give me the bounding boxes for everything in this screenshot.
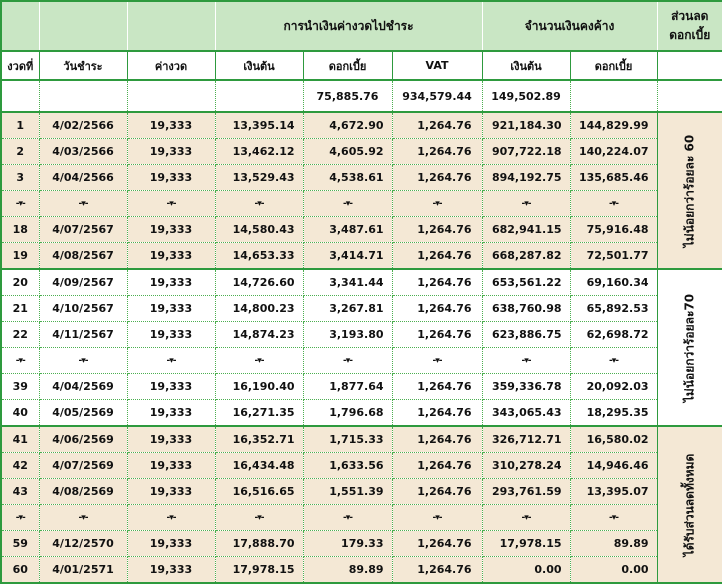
cell-date: 4/10/2567 bbox=[39, 296, 127, 322]
ellipsis-row bbox=[1, 191, 722, 217]
cell-balance-interest: 13,395.07 bbox=[570, 479, 657, 505]
discount-tier-label bbox=[657, 426, 722, 583]
total-vat: 934,579.44 bbox=[392, 80, 482, 112]
cell-date: 4/04/2566 bbox=[39, 165, 127, 191]
cell-date: 4/05/2569 bbox=[39, 400, 127, 427]
cell-date: 4/11/2567 bbox=[39, 322, 127, 348]
table-row bbox=[1, 453, 722, 479]
cell-principal: 14,874.23 bbox=[215, 322, 303, 348]
ellipsis-cell: -▾- bbox=[127, 191, 215, 217]
table-row bbox=[1, 217, 722, 243]
cell-balance-interest: 18,295.35 bbox=[570, 400, 657, 427]
cell-date: 4/07/2569 bbox=[39, 453, 127, 479]
table-row bbox=[1, 165, 722, 191]
cell-installment: 19,333 bbox=[127, 557, 215, 584]
ellipsis-cell: -▾- bbox=[215, 505, 303, 531]
table-row bbox=[1, 479, 722, 505]
col-header-no: งวดที่ bbox=[1, 51, 39, 80]
discount-tier-text: ไม่น้อยกว่าร้อยละ70 bbox=[682, 293, 697, 402]
cell-interest: 1,633.56 bbox=[303, 453, 392, 479]
cell-vat: 1,264.76 bbox=[392, 269, 482, 296]
cell-installment: 19,333 bbox=[127, 139, 215, 165]
cell-principal: 17,888.70 bbox=[215, 531, 303, 557]
cell-balance-principal: 343,065.43 bbox=[482, 400, 570, 427]
ellipsis-row bbox=[1, 505, 722, 531]
cell-balance-principal: 17,978.15 bbox=[482, 531, 570, 557]
cell-principal: 17,978.15 bbox=[215, 557, 303, 584]
cell-vat: 1,264.76 bbox=[392, 322, 482, 348]
ellipsis-cell: -▾- bbox=[303, 191, 392, 217]
ellipsis-cell: -▾- bbox=[215, 191, 303, 217]
cell-interest: 179.33 bbox=[303, 531, 392, 557]
col-header-principal: เงินต้น bbox=[215, 51, 303, 80]
cell-installment: 19,333 bbox=[127, 426, 215, 453]
col-header-vat: VAT bbox=[392, 51, 482, 80]
cell-no: 59 bbox=[1, 531, 39, 557]
cell-balance-principal: 894,192.75 bbox=[482, 165, 570, 191]
cell-principal: 14,726.60 bbox=[215, 269, 303, 296]
cell-vat: 1,264.76 bbox=[392, 453, 482, 479]
cell-balance-interest: 14,946.46 bbox=[570, 453, 657, 479]
cell-balance-interest: 20,092.03 bbox=[570, 374, 657, 400]
header-blank-installment bbox=[127, 1, 215, 51]
header-discount-line1: ส่วนลด bbox=[671, 9, 709, 23]
ellipsis-cell: -▾- bbox=[392, 505, 482, 531]
header-group-balance: จำนวนเงินคงค้าง bbox=[482, 1, 657, 51]
table-row bbox=[1, 243, 722, 270]
cell-date: 4/08/2569 bbox=[39, 479, 127, 505]
header-group-payment: การนำเงินค่างวดไปชำระ bbox=[215, 1, 482, 51]
cell-date: 4/03/2566 bbox=[39, 139, 127, 165]
cell-interest: 1,877.64 bbox=[303, 374, 392, 400]
ellipsis-cell: -▾- bbox=[215, 348, 303, 374]
cell-interest: 3,487.61 bbox=[303, 217, 392, 243]
ellipsis-cell: -▾- bbox=[570, 348, 657, 374]
cell-balance-principal: 653,561.22 bbox=[482, 269, 570, 296]
cell-balance-principal: 921,184.30 bbox=[482, 112, 570, 139]
cell-date: 4/01/2571 bbox=[39, 557, 127, 584]
cell-vat: 1,264.76 bbox=[392, 165, 482, 191]
table-row bbox=[1, 426, 722, 453]
cell-no: 60 bbox=[1, 557, 39, 584]
cell-vat: 1,264.76 bbox=[392, 557, 482, 584]
ellipsis-cell: -▾- bbox=[482, 348, 570, 374]
cell-balance-principal: 623,886.75 bbox=[482, 322, 570, 348]
ellipsis-cell: -▾- bbox=[303, 348, 392, 374]
cell-interest: 4,672.90 bbox=[303, 112, 392, 139]
cell-vat: 1,264.76 bbox=[392, 400, 482, 427]
cell-no: 19 bbox=[1, 243, 39, 270]
ellipsis-cell: -▾- bbox=[1, 505, 39, 531]
cell-balance-interest: 62,698.72 bbox=[570, 322, 657, 348]
cell-balance-principal: 638,760.98 bbox=[482, 296, 570, 322]
cell-interest: 4,538.61 bbox=[303, 165, 392, 191]
cell-no: 2 bbox=[1, 139, 39, 165]
header-group-discount bbox=[657, 1, 722, 51]
ellipsis-cell: -▾- bbox=[392, 191, 482, 217]
cell-no: 42 bbox=[1, 453, 39, 479]
col-header-interest: ดอกเบี้ย bbox=[303, 51, 392, 80]
cell-installment: 19,333 bbox=[127, 112, 215, 139]
cell-balance-principal: 310,278.24 bbox=[482, 453, 570, 479]
cell-balance-interest: 16,580.02 bbox=[570, 426, 657, 453]
cell-date: 4/04/2569 bbox=[39, 374, 127, 400]
cell-balance-interest: 0.00 bbox=[570, 557, 657, 584]
cell-principal: 16,190.40 bbox=[215, 374, 303, 400]
cell-installment: 19,333 bbox=[127, 374, 215, 400]
cell-installment: 19,333 bbox=[127, 479, 215, 505]
ellipsis-cell: -▾- bbox=[39, 191, 127, 217]
table-row bbox=[1, 296, 722, 322]
col-header-installment: ค่างวด bbox=[127, 51, 215, 80]
cell-installment: 19,333 bbox=[127, 217, 215, 243]
cell-vat: 1,264.76 bbox=[392, 296, 482, 322]
discount-tier-label bbox=[657, 112, 722, 269]
ellipsis-row bbox=[1, 348, 722, 374]
cell-balance-principal: 668,287.82 bbox=[482, 243, 570, 270]
cell-balance-interest: 75,916.48 bbox=[570, 217, 657, 243]
cell-installment: 19,333 bbox=[127, 269, 215, 296]
table-row bbox=[1, 112, 722, 139]
cell-balance-interest: 144,829.99 bbox=[570, 112, 657, 139]
cell-no: 3 bbox=[1, 165, 39, 191]
table-row bbox=[1, 269, 722, 296]
table-row bbox=[1, 531, 722, 557]
cell-date: 4/06/2569 bbox=[39, 426, 127, 453]
totals-row bbox=[1, 80, 722, 112]
cell-balance-interest: 89.89 bbox=[570, 531, 657, 557]
cell-interest: 1,796.68 bbox=[303, 400, 392, 427]
cell-vat: 1,264.76 bbox=[392, 374, 482, 400]
ellipsis-cell: -▾- bbox=[570, 191, 657, 217]
table-row bbox=[1, 322, 722, 348]
cell-no: 20 bbox=[1, 269, 39, 296]
col-header-balance-principal: เงินต้น bbox=[482, 51, 570, 80]
cell-balance-principal: 359,336.78 bbox=[482, 374, 570, 400]
cell-no: 1 bbox=[1, 112, 39, 139]
cell-no: 41 bbox=[1, 426, 39, 453]
cell-vat: 1,264.76 bbox=[392, 426, 482, 453]
header-blank-no bbox=[1, 1, 39, 51]
cell-balance-interest: 140,224.07 bbox=[570, 139, 657, 165]
table-row bbox=[1, 374, 722, 400]
cell-vat: 1,264.76 bbox=[392, 479, 482, 505]
col-header-date: วันชำระ bbox=[39, 51, 127, 80]
cell-installment: 19,333 bbox=[127, 296, 215, 322]
ellipsis-cell: -▾- bbox=[127, 505, 215, 531]
table-row bbox=[1, 557, 722, 584]
ellipsis-cell: -▾- bbox=[39, 505, 127, 531]
ellipsis-cell: -▾- bbox=[39, 348, 127, 374]
cell-no: 18 bbox=[1, 217, 39, 243]
cell-no: 21 bbox=[1, 296, 39, 322]
cell-interest: 3,193.80 bbox=[303, 322, 392, 348]
cell-balance-principal: 326,712.71 bbox=[482, 426, 570, 453]
cell-date: 4/02/2566 bbox=[39, 112, 127, 139]
cell-vat: 1,264.76 bbox=[392, 217, 482, 243]
total-interest: 75,885.76 bbox=[303, 80, 392, 112]
ellipsis-cell: -▾- bbox=[1, 348, 39, 374]
ellipsis-cell: -▾- bbox=[482, 191, 570, 217]
cell-principal: 13,395.14 bbox=[215, 112, 303, 139]
cell-date: 4/12/2570 bbox=[39, 531, 127, 557]
cell-balance-interest: 69,160.34 bbox=[570, 269, 657, 296]
header-blank-date bbox=[39, 1, 127, 51]
table-row bbox=[1, 139, 722, 165]
cell-principal: 16,516.65 bbox=[215, 479, 303, 505]
discount-tier-label bbox=[657, 269, 722, 426]
cell-principal: 14,580.43 bbox=[215, 217, 303, 243]
cell-principal: 14,800.23 bbox=[215, 296, 303, 322]
ellipsis-cell: -▾- bbox=[482, 505, 570, 531]
cell-vat: 1,264.76 bbox=[392, 112, 482, 139]
cell-interest: 1,715.33 bbox=[303, 426, 392, 453]
cell-date: 4/08/2567 bbox=[39, 243, 127, 270]
cell-balance-interest: 72,501.77 bbox=[570, 243, 657, 270]
cell-interest: 3,267.81 bbox=[303, 296, 392, 322]
discount-tier-text: ไม่น้อยกว่าร้อยละ 60 bbox=[682, 134, 697, 247]
cell-interest: 3,414.71 bbox=[303, 243, 392, 270]
cell-principal: 16,271.35 bbox=[215, 400, 303, 427]
cell-date: 4/09/2567 bbox=[39, 269, 127, 296]
cell-interest: 89.89 bbox=[303, 557, 392, 584]
col-header-balance-interest: ดอกเบี้ย bbox=[570, 51, 657, 80]
cell-installment: 19,333 bbox=[127, 165, 215, 191]
cell-balance-interest: 65,892.53 bbox=[570, 296, 657, 322]
cell-installment: 19,333 bbox=[127, 243, 215, 270]
col-header-discount-blank bbox=[657, 51, 722, 80]
cell-principal: 13,462.12 bbox=[215, 139, 303, 165]
ellipsis-cell: -▾- bbox=[303, 505, 392, 531]
cell-principal: 16,352.71 bbox=[215, 426, 303, 453]
cell-no: 43 bbox=[1, 479, 39, 505]
header-discount-line2: ดอกเบี้ย bbox=[669, 28, 711, 42]
ellipsis-cell: -▾- bbox=[127, 348, 215, 374]
cell-installment: 19,333 bbox=[127, 531, 215, 557]
cell-principal: 16,434.48 bbox=[215, 453, 303, 479]
cell-interest: 1,551.39 bbox=[303, 479, 392, 505]
cell-no: 22 bbox=[1, 322, 39, 348]
cell-balance-interest: 135,685.46 bbox=[570, 165, 657, 191]
cell-vat: 1,264.76 bbox=[392, 243, 482, 270]
cell-installment: 19,333 bbox=[127, 322, 215, 348]
cell-vat: 1,264.76 bbox=[392, 139, 482, 165]
cell-no: 40 bbox=[1, 400, 39, 427]
cell-balance-principal: 682,941.15 bbox=[482, 217, 570, 243]
table-row bbox=[1, 400, 722, 427]
cell-installment: 19,333 bbox=[127, 400, 215, 427]
cell-interest: 4,605.92 bbox=[303, 139, 392, 165]
cell-interest: 3,341.44 bbox=[303, 269, 392, 296]
ellipsis-cell: -▾- bbox=[570, 505, 657, 531]
total-balance-principal: 149,502.89 bbox=[482, 80, 570, 112]
discount-tier-text: ได้รับส่วนลดทั้งหมด bbox=[682, 453, 697, 556]
ellipsis-cell: -▾- bbox=[392, 348, 482, 374]
cell-principal: 14,653.33 bbox=[215, 243, 303, 270]
cell-date: 4/07/2567 bbox=[39, 217, 127, 243]
cell-no: 39 bbox=[1, 374, 39, 400]
cell-principal: 13,529.43 bbox=[215, 165, 303, 191]
cell-vat: 1,264.76 bbox=[392, 531, 482, 557]
cell-balance-principal: 907,722.18 bbox=[482, 139, 570, 165]
ellipsis-cell: -▾- bbox=[1, 191, 39, 217]
cell-installment: 19,333 bbox=[127, 453, 215, 479]
cell-balance-principal: 293,761.59 bbox=[482, 479, 570, 505]
cell-balance-principal: 0.00 bbox=[482, 557, 570, 584]
